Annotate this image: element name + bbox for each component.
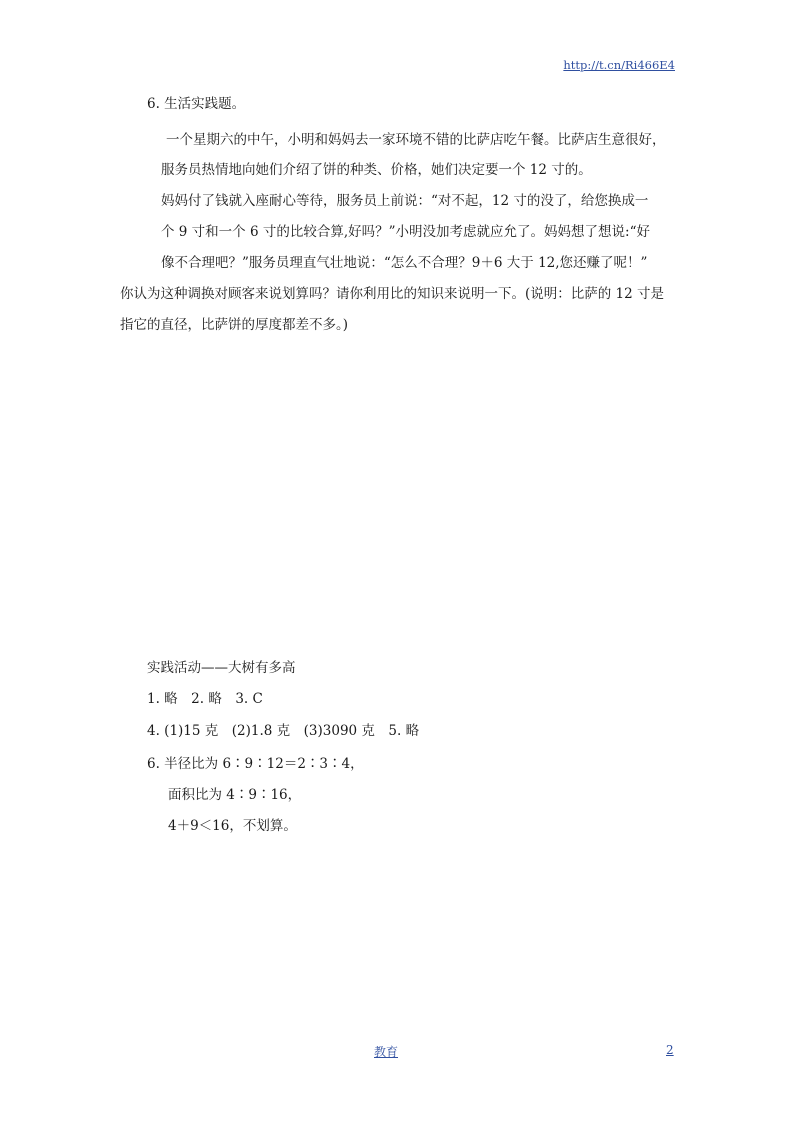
question-line-3: 妈妈付了钱就入座耐心等待，服务员上前说：“对不起，12 寸的没了，给您换成一 (161, 193, 649, 209)
answer-line-2: 4. (1)15 克 (2)1.8 克 (3)3090 克 5. 略 (147, 723, 420, 739)
page-number[interactable]: 2 (666, 1043, 674, 1057)
question-title: 6. 生活实践题。 (147, 96, 246, 112)
answer-line-1: 1. 略 2. 略 3. C (147, 691, 263, 707)
question-line-4: 个 9 寸和一个 6 寸的比较合算,好吗？”小明没加考虑就应允了。妈妈想了想说:“好 (161, 224, 650, 240)
question-line-5: 像不合理吧？”服务员理直气壮地说：“怎么不合理？9＋6 大于 12,您还赚了呢！” (161, 255, 648, 271)
question-line-6: 你认为这种调换对顾客来说划算吗？请你利用比的知识来说明一下。(说明：比萨的 12 寸是 (120, 286, 665, 302)
answer-line-5: 4＋9＜16，不划算。 (168, 818, 297, 834)
question-line-1: 一个星期六的中午，小明和妈妈去一家环境不错的比萨店吃午餐。比萨店生意很好， (166, 132, 666, 148)
answer-line-4: 面积比为 4∶9∶16， (168, 787, 302, 803)
answer-line-3: 6. 半径比为 6∶9∶12＝2∶3∶4， (147, 756, 364, 772)
header-url-link[interactable]: http://t.cn/Ri466E4 (563, 58, 675, 72)
footer-link[interactable]: 教育 (374, 1045, 399, 1059)
question-line-7: 指它的直径，比萨饼的厚度都差不多。) (120, 317, 349, 333)
answers-title: 实践活动——大树有多高 (147, 660, 296, 676)
question-line-2: 服务员热情地向她们介绍了饼的种类、价格，她们决定要一个 12 寸的。 (161, 162, 592, 178)
